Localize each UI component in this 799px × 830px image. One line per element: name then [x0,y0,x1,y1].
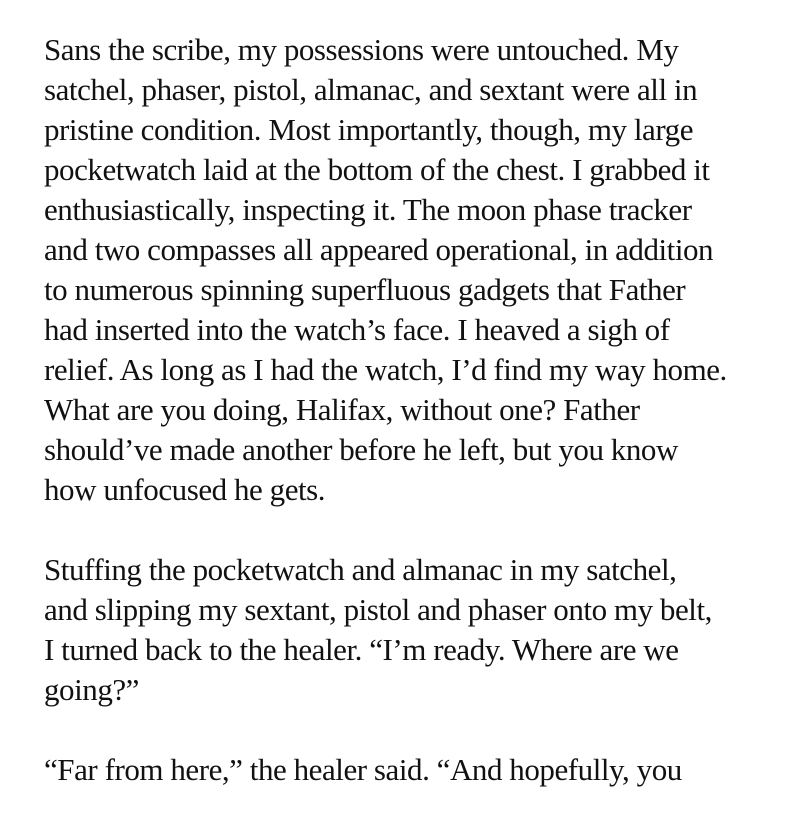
text-line: relief. As long as I had the watch, I’d find my way home. [44,352,727,387]
paragraph-3 [44,750,784,790]
text-line: to numerous spinning superfluous gadgets that Father [44,272,686,307]
text-line: pocketwatch laid at the bottom of the chest. I grabbed it [44,152,710,187]
text-line: pristine condition. Most importantly, though, my large [44,112,694,147]
text-line: and two compasses all appeared operational, in addition [44,232,714,267]
text-line: What are you doing, Halifax, without one? Father [44,392,640,427]
text-line: Sans the scribe, my possessions were untouched. My [44,32,679,67]
paragraph-1 [44,30,784,510]
text-line: going?” [44,672,139,707]
text-line: satchel, phaser, pistol, almanac, and sextant were all in [44,72,698,107]
text-line: how unfocused he gets. [44,472,326,507]
document-page [44,30,784,830]
text-line: and slipping my sextant, pistol and phaser onto my belt, [44,592,712,627]
text-line: enthusiastically, inspecting it. The moon phase tracker [44,192,692,227]
paragraph-2 [44,550,784,710]
text-line: I turned back to the healer. “I’m ready. Where are we [44,632,679,667]
text-line: had inserted into the watch’s face. I heaved a sigh of [44,312,670,347]
text-line: “Far from here,” the healer said. “And hopefully, you [44,752,682,787]
text-line: Stuffing the pocketwatch and almanac in my satchel, [44,552,677,587]
text-line: should’ve made another before he left, but you know [44,432,678,467]
